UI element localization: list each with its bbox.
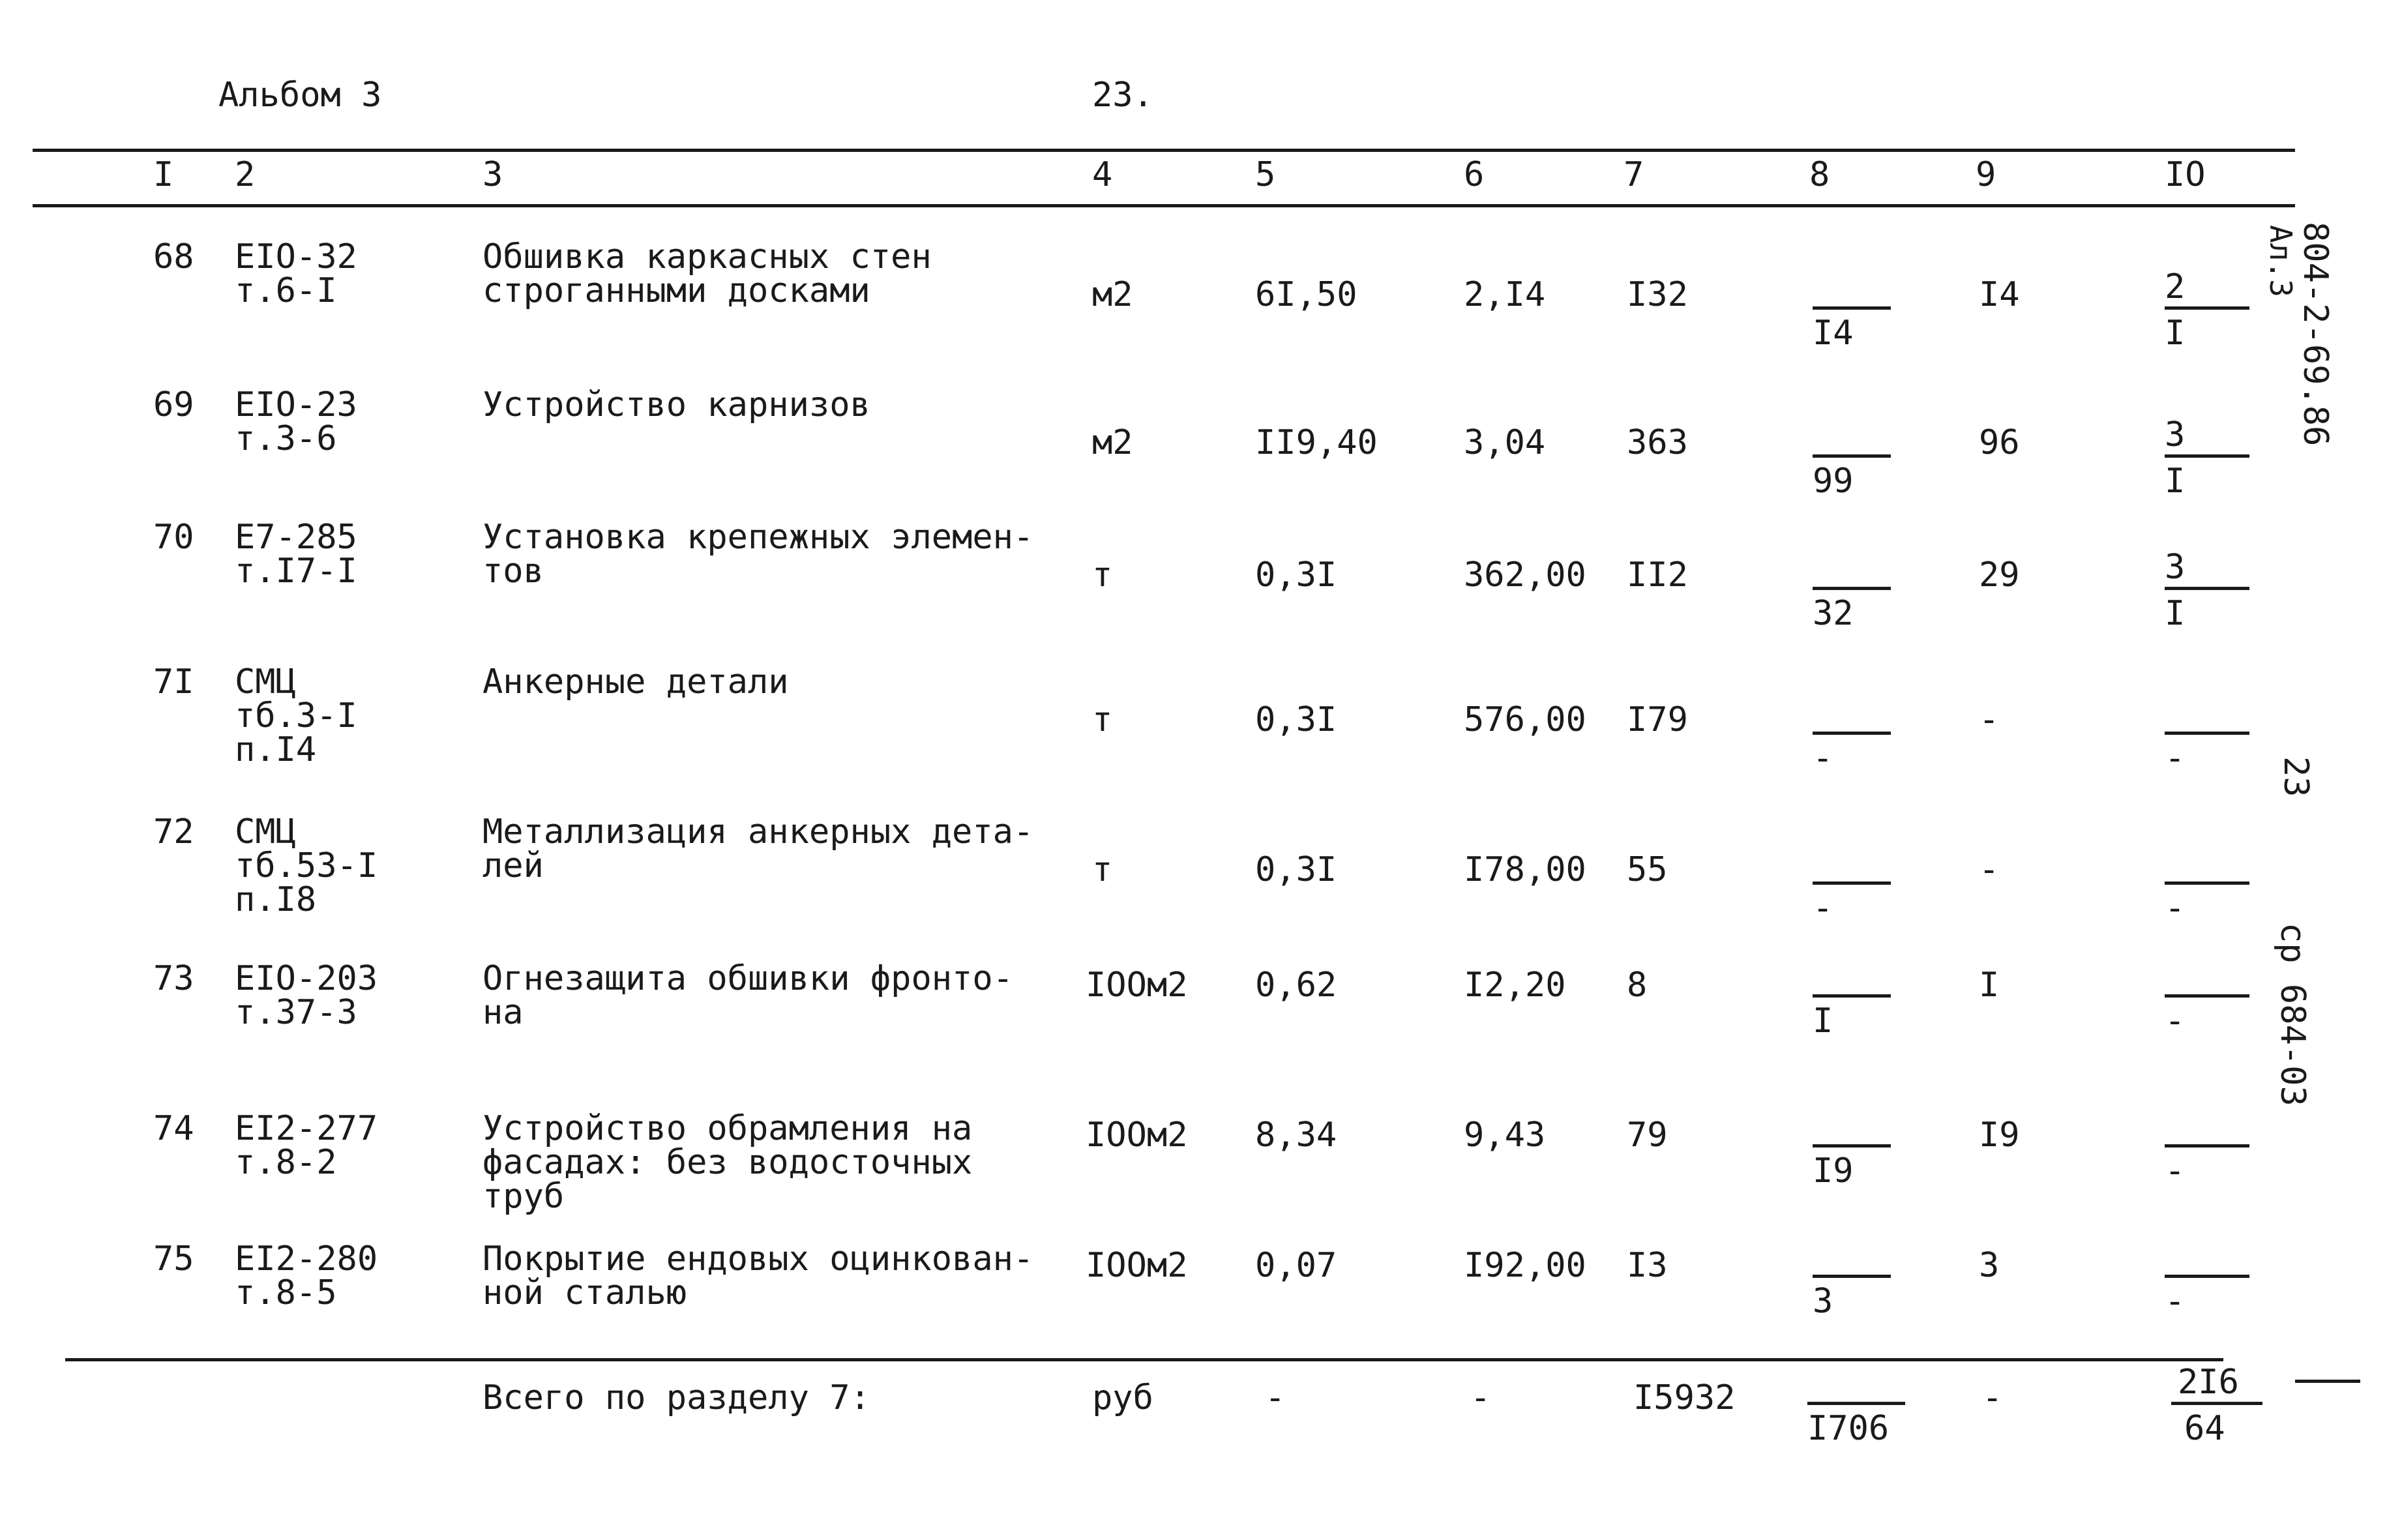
row-col8-fraction	[1813, 958, 1891, 1041]
col-header-6: 6	[1464, 155, 1485, 194]
row-code-line: СМЦ	[235, 662, 296, 702]
row-unit: IOOм2	[1086, 1116, 1188, 1155]
col-header-1: I	[153, 155, 174, 194]
row-col9: 96	[1979, 423, 2020, 462]
total-label: Всего по разделу 7:	[482, 1378, 870, 1417]
row-code-line: ЕIO-203	[235, 959, 378, 998]
col-header-9: 9	[1976, 155, 1996, 194]
row-col8-fraction-bottom: I	[1813, 1001, 1833, 1041]
row-name	[482, 237, 932, 310]
total-col8-top	[1807, 1365, 1905, 1405]
row-col10-fraction-top	[2165, 958, 2249, 998]
row-number: 75	[153, 1239, 194, 1279]
row-col10-fraction	[2165, 267, 2249, 353]
doc-code-primary: 804-2-69.86	[2296, 222, 2335, 447]
header-bottom-rule	[33, 204, 2295, 207]
row-col8-fraction-top	[1813, 845, 1891, 885]
row-name-line: Анкерные детали	[482, 662, 789, 702]
row-col10-fraction	[2165, 1238, 2249, 1321]
row-total: I32	[1627, 275, 1688, 314]
row-unit: м2	[1092, 423, 1133, 462]
row-col10-fraction-top	[2165, 845, 2249, 885]
row-code	[235, 1109, 378, 1182]
row-col8-fraction-top	[1813, 1108, 1891, 1148]
row-col10-fraction-bottom: -	[2165, 889, 2186, 928]
row-total: 79	[1627, 1116, 1668, 1155]
row-col10-fraction-bottom: -	[2165, 1282, 2186, 1321]
row-col10-fraction-top: 3	[2165, 418, 2249, 458]
row-col9: I9	[1979, 1116, 2020, 1155]
row-code	[235, 237, 357, 310]
stamp-code: ср 684-03	[2273, 923, 2312, 1106]
row-qty: 8,34	[1255, 1116, 1337, 1155]
row-total: 55	[1627, 850, 1668, 889]
row-col10-fraction	[2165, 958, 2249, 1041]
row-total: I3	[1627, 1246, 1668, 1285]
row-price: 362,00	[1464, 555, 1586, 595]
row-code-line: ЕIO-23	[235, 385, 357, 424]
row-col8-fraction-bottom: 32	[1813, 594, 1854, 633]
row-col8-fraction	[1813, 1238, 1891, 1321]
doc-code-album: Ал.3	[2263, 225, 2298, 297]
row-col10-fraction-bottom: I	[2165, 594, 2186, 633]
row-code-line: т.3-6	[235, 419, 337, 458]
col-header-5: 5	[1255, 155, 1276, 194]
col-header-8: 8	[1809, 155, 1830, 194]
row-qty: 0,3I	[1255, 700, 1337, 739]
row-col9: 29	[1979, 555, 2020, 595]
row-price: I92,00	[1464, 1246, 1586, 1285]
row-unit: т	[1092, 555, 1113, 595]
row-col8-fraction-bottom: -	[1813, 889, 1833, 928]
row-col9: -	[1979, 850, 2000, 889]
row-col8-fraction	[1813, 1108, 1891, 1191]
row-col8-fraction	[1813, 695, 1891, 778]
row-name-line: Огнезащита обшивки фронто-	[482, 959, 1013, 998]
row-col9: I	[1979, 966, 2000, 1005]
row-name-line: тов	[482, 552, 544, 591]
total-col8-bottom: I706	[1807, 1409, 1890, 1448]
row-code-line: тб.53-I	[235, 846, 378, 885]
row-qty: 6I,50	[1255, 275, 1357, 314]
row-col10-fraction-top: 3	[2165, 550, 2249, 590]
total-price: -	[1470, 1378, 1491, 1417]
row-col10-fraction-top	[2165, 1108, 2249, 1148]
row-name-line: Металлизация анкерных дета-	[482, 812, 1034, 851]
row-code-line: т.8-5	[235, 1273, 337, 1312]
page-number: 23.	[1092, 76, 1153, 115]
row-price: I78,00	[1464, 850, 1586, 889]
row-total: II2	[1627, 555, 1688, 595]
row-col8-fraction	[1813, 270, 1891, 353]
row-col8-fraction-top	[1813, 958, 1891, 998]
row-price: 576,00	[1464, 700, 1586, 739]
row-name-line: ной сталью	[482, 1273, 687, 1312]
row-col10-fraction	[2165, 695, 2249, 778]
col-header-10: IO	[2165, 155, 2206, 194]
row-unit: м2	[1092, 275, 1133, 314]
row-name	[482, 1239, 1034, 1312]
row-code-line: т.8-2	[235, 1143, 337, 1182]
row-col9: 3	[1979, 1246, 2000, 1285]
total-col9: -	[1982, 1378, 2003, 1417]
row-number: 70	[153, 518, 194, 557]
row-col9: I4	[1979, 275, 2020, 314]
row-qty: 0,62	[1255, 966, 1337, 1005]
row-unit: т	[1092, 700, 1113, 739]
row-name	[482, 662, 789, 702]
row-code-line: тб.3-I	[235, 696, 357, 735]
col-header-4: 4	[1092, 155, 1113, 194]
total-col10-fraction	[2171, 1363, 2262, 1448]
row-qty: II9,40	[1255, 423, 1378, 462]
row-code-line: п.I4	[235, 730, 317, 769]
row-name-line: Покрытие ендовых оцинкован-	[482, 1239, 1034, 1279]
total-col8-fraction	[1807, 1365, 1905, 1448]
row-col9: -	[1979, 700, 2000, 739]
row-col10-fraction-bottom: I	[2165, 314, 2186, 353]
row-code	[235, 959, 378, 1032]
row-total: 363	[1627, 423, 1688, 462]
row-qty: 0,3I	[1255, 850, 1337, 889]
row-col8-fraction-top	[1813, 270, 1891, 310]
row-total: I79	[1627, 700, 1688, 739]
row-col8-fraction-bottom: -	[1813, 739, 1833, 778]
row-price: 2,I4	[1464, 275, 1546, 314]
row-col10-fraction-bottom: I	[2165, 462, 2186, 501]
row-col10-fraction	[2165, 415, 2249, 501]
row-col10-fraction	[2165, 548, 2249, 633]
row-col8-fraction-top	[1813, 1238, 1891, 1278]
row-col8-fraction-bottom: I4	[1813, 314, 1854, 353]
row-name-line: фасадах: без водосточных	[482, 1143, 973, 1182]
row-col10-fraction	[2165, 845, 2249, 928]
row-name-line: Устройство карнизов	[482, 385, 870, 424]
row-number: 73	[153, 959, 194, 998]
total-right-rule	[2295, 1380, 2360, 1383]
row-qty: 0,07	[1255, 1246, 1337, 1285]
row-number: 69	[153, 385, 194, 424]
total-col10-top: 2I6	[2171, 1365, 2262, 1405]
album-label: Альбом 3	[218, 76, 382, 115]
row-col10-fraction-top	[2165, 695, 2249, 735]
row-name	[482, 385, 870, 424]
row-number: 68	[153, 237, 194, 276]
row-name-line: труб	[482, 1177, 565, 1216]
margin-page-number: 23	[2276, 756, 2315, 797]
total-unit: руб	[1092, 1378, 1153, 1417]
row-code-line: п.I8	[235, 880, 317, 919]
row-col8-fraction-bottom: 99	[1813, 462, 1854, 501]
total-col10-bottom: 64	[2184, 1409, 2225, 1448]
row-name	[482, 812, 1034, 885]
row-code-line: ЕIO-32	[235, 237, 357, 276]
row-name-line: Устройство обрамления на	[482, 1109, 973, 1148]
row-name	[482, 518, 1034, 591]
row-total: 8	[1627, 966, 1648, 1005]
row-code	[235, 812, 378, 919]
row-unit: т	[1092, 850, 1113, 889]
row-code-line: т.37-3	[235, 993, 357, 1032]
row-name	[482, 959, 1013, 1032]
row-col8-fraction	[1813, 845, 1891, 928]
row-col8-fraction	[1813, 550, 1891, 633]
row-code	[235, 518, 357, 591]
row-code	[235, 385, 357, 458]
body-bottom-rule	[65, 1358, 2223, 1361]
row-col8-fraction-bottom: I9	[1813, 1151, 1854, 1191]
row-price: I2,20	[1464, 966, 1566, 1005]
row-col10-fraction-top	[2165, 1238, 2249, 1278]
row-qty: 0,3I	[1255, 555, 1337, 595]
row-number: 7I	[153, 662, 194, 702]
row-name-line: Установка крепежных элемен-	[482, 518, 1034, 557]
row-unit: IOOм2	[1086, 1246, 1188, 1285]
row-name-line: строганными досками	[482, 271, 870, 310]
row-name-line: Обшивка каркасных стен	[482, 237, 932, 276]
row-col10-fraction-bottom: -	[2165, 739, 2186, 778]
row-col8-fraction-top	[1813, 695, 1891, 735]
row-price: 3,04	[1464, 423, 1546, 462]
row-col10-fraction	[2165, 1108, 2249, 1191]
row-code-line: СМЦ	[235, 812, 296, 851]
table-top-rule	[33, 149, 2295, 152]
row-col8-fraction-bottom: 3	[1813, 1282, 1833, 1321]
row-name-line: лей	[482, 846, 544, 885]
row-name-line: на	[482, 993, 524, 1032]
row-code-line: т.I7-I	[235, 552, 357, 591]
row-col10-fraction-bottom: -	[2165, 1151, 2186, 1191]
row-col8-fraction-top	[1813, 418, 1891, 458]
row-number: 74	[153, 1109, 194, 1148]
row-col10-fraction-top: 2	[2165, 270, 2249, 310]
row-price: 9,43	[1464, 1116, 1546, 1155]
total-qty: -	[1265, 1378, 1286, 1417]
row-code-line: ЕI2-280	[235, 1239, 378, 1279]
col-header-7: 7	[1623, 155, 1644, 194]
row-number: 72	[153, 812, 194, 851]
row-code-line: т.6-I	[235, 271, 337, 310]
row-code	[235, 662, 357, 769]
row-name	[482, 1109, 973, 1216]
row-col8-fraction-top	[1813, 550, 1891, 590]
row-col10-fraction-bottom: -	[2165, 1001, 2186, 1041]
row-code-line: ЕI2-277	[235, 1109, 378, 1148]
col-header-2: 2	[235, 155, 256, 194]
row-code	[235, 1239, 378, 1312]
row-col8-fraction	[1813, 418, 1891, 501]
row-code-line: Е7-285	[235, 518, 357, 557]
col-header-3: 3	[482, 155, 503, 194]
total-sum: I5932	[1633, 1378, 1736, 1417]
row-unit: IOOм2	[1086, 966, 1188, 1005]
